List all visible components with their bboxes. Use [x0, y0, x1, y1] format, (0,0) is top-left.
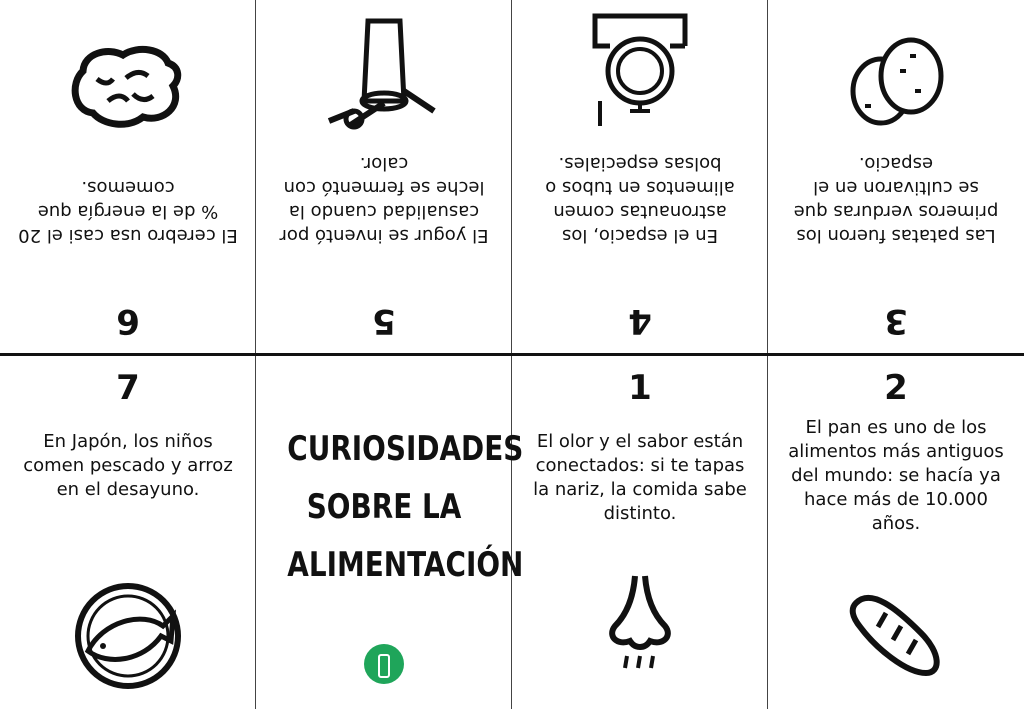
cover-panel — [256, 356, 524, 709]
card-number: 2 — [884, 368, 908, 408]
card-text: El pan es uno de los alimentos más antiguos del mundo: se hacía ya hace más de 10.000 años. — [788, 417, 1004, 534]
card-text: Las patatas fueron los primeros verduras que se cultivaron en el espacio. — [793, 153, 999, 246]
brain-icon — [68, 41, 188, 131]
card-7 — [0, 356, 256, 709]
card-number: 4 — [628, 301, 652, 341]
yogurt-icon — [324, 16, 444, 131]
card-text: En Japón, los niños comen pescado y arroz en el desayuno. — [23, 431, 233, 500]
card-5 — [256, 0, 512, 353]
card-text: En el espacio, los astronautas comen alimentos en tubos o bolsas especiales. — [545, 153, 735, 246]
nose-icon — [605, 571, 675, 671]
card-text: El yogur se inventó por casualidad cuando la leche se fermentó con calor. — [279, 153, 489, 246]
card-text: El cerebro usa casi el 20 % de la energía que comemos. — [18, 177, 238, 246]
card-3 — [768, 0, 1024, 353]
bread-icon — [846, 588, 946, 678]
card-6 — [0, 0, 256, 353]
card-number: 3 — [884, 301, 908, 341]
card-number: 7 — [116, 368, 140, 408]
card-text: El olor y el sabor están conectados: si te tapas la nariz, la comida sabe distinto. — [533, 431, 747, 524]
card-number: 5 — [372, 301, 396, 341]
potato-icon — [841, 31, 951, 131]
page-title: CURIOSIDADES SOBRE LA ALIMENTACIÓN — [287, 429, 524, 585]
logo — [364, 644, 404, 684]
fish-plate-icon — [73, 581, 183, 691]
card-number: 6 — [116, 301, 140, 341]
card-number: 1 — [628, 368, 652, 408]
card-2 — [768, 356, 1024, 709]
card-1 — [512, 356, 768, 709]
astronaut-icon — [580, 11, 700, 131]
card-4 — [512, 0, 768, 353]
